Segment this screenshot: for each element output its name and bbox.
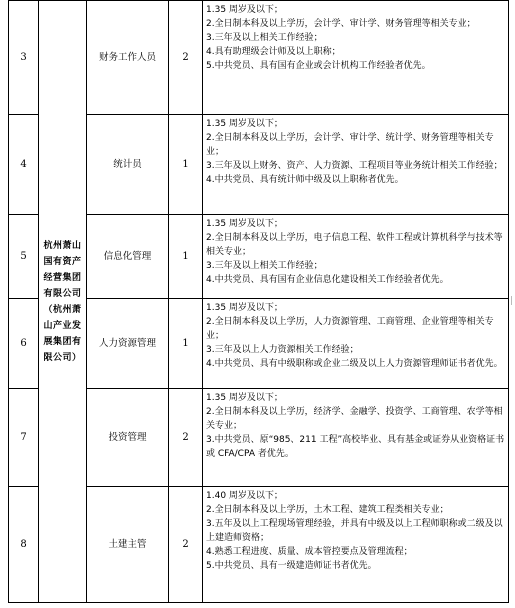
headcount: 2 — [169, 1, 203, 115]
table-row — [9, 1, 509, 115]
row-number: 7 — [9, 389, 39, 487]
requirement-line: 5.中共党员、具有一级建造师证书者优先。 — [206, 561, 377, 571]
recruitment-table — [8, 0, 509, 603]
requirement-line: 4.熟悉工程进度、质量、成本管控要点及管理流程； — [206, 547, 413, 557]
requirement-line: 4.中共党员、具有统计师中级及以上职称者优先。 — [206, 175, 404, 185]
company-name-cell — [39, 1, 87, 603]
requirement-line: 3.中共党员、原“985、211 工程”高校毕业、具有基金或证券从业资格证书或 CFA/CPA 者优先。 — [206, 435, 505, 459]
requirement-line: 1.40 周岁及以下； — [206, 491, 283, 501]
requirements-cell — [203, 389, 509, 487]
page-edge-marker — [511, 296, 514, 305]
requirement-line: 2.全日制本科及以上学历，会计学、审计学、财务管理等相关专业； — [206, 19, 476, 29]
requirement-line: 1.35 周岁及以下； — [206, 393, 283, 403]
requirement-line: 1.35 周岁及以下； — [206, 119, 283, 129]
position-name: 人力资源管理 — [87, 299, 169, 389]
row-number: 6 — [9, 299, 39, 389]
requirements-cell — [203, 487, 509, 603]
requirement-line: 1.35 周岁及以下； — [206, 219, 283, 229]
requirement-line: 3.三年及以上财务、资产、人力资源、工程项目等业务统计相关工作经验； — [206, 161, 503, 171]
position-name: 财务工作人员 — [87, 1, 169, 115]
headcount: 1 — [169, 115, 203, 215]
company-name: 杭州萧山国有资产经营集团有限公司（杭州萧山产业发展集团有限公司） — [43, 240, 82, 363]
position-name: 投资管理 — [87, 389, 169, 487]
requirement-line: 3.三年及以上相关工作经验； — [206, 33, 323, 43]
row-number: 4 — [9, 115, 39, 215]
requirement-line: 1.35 周岁及以下； — [206, 5, 283, 15]
headcount: 2 — [169, 389, 203, 487]
headcount: 1 — [169, 299, 203, 389]
requirement-line: 2.全日制本科及以上学历，电子信息工程、软件工程或计算机科学与技术等相关专业； — [206, 233, 503, 257]
requirement-line: 1.35 周岁及以下； — [206, 303, 283, 313]
requirements-cell — [203, 115, 509, 215]
requirements-cell — [203, 215, 509, 299]
requirement-line: 3.三年及以上人力资源相关工作经验； — [206, 345, 359, 355]
requirement-line: 5.中共党员、具有国有企业或会计机构工作经验者优先。 — [206, 61, 431, 71]
position-name: 土建主管 — [87, 487, 169, 603]
position-name: 信息化管理 — [87, 215, 169, 299]
requirement-line: 2.全日制本科及以上学历，会计学、审计学、统计学、财务管理等相关专业； — [206, 133, 494, 157]
requirement-line: 2.全日制本科及以上学历，土木工程、建筑工程类相关专业； — [206, 505, 449, 515]
requirement-line: 2.全日制本科及以上学历，经济学、金融学、投资学、工商管理、农学等相关专业； — [206, 407, 503, 431]
headcount: 1 — [169, 215, 203, 299]
requirement-line: 4.具有助理级会计师及以上职称； — [206, 47, 341, 57]
row-number: 8 — [9, 487, 39, 603]
requirements-cell — [203, 1, 509, 115]
requirements-cell — [203, 299, 509, 389]
requirement-line: 3.三年及以上相关工作经验； — [206, 261, 323, 271]
requirement-line: 4.中共党员、具有国有企业信息化建设相关工作经验者优先。 — [206, 275, 449, 285]
requirement-line: 2.全日制本科及以上学历，人力资源管理、工商管理、企业管理等相关专业； — [206, 317, 494, 341]
row-number: 5 — [9, 215, 39, 299]
position-name: 统计员 — [87, 115, 169, 215]
row-number: 3 — [9, 1, 39, 115]
requirement-line: 4.中共党员、具有中级职称或企业二级及以上人力资源管理师证书者优先。 — [206, 359, 503, 369]
requirement-line: 3.五年及以上工程现场管理经验，并具有中级及以上工程师职称或二级及以上建造师资格； — [206, 519, 503, 543]
headcount: 2 — [169, 487, 203, 603]
